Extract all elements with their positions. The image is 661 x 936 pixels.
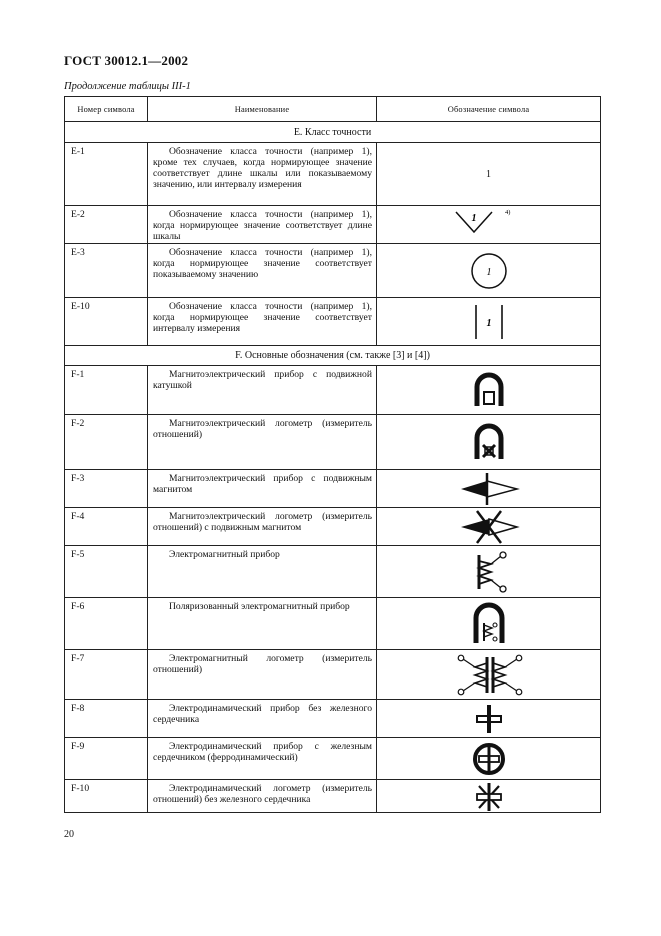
symbol-number: F-2 (65, 415, 148, 470)
moving-coil-icon (377, 366, 601, 415)
table-row (65, 244, 601, 298)
footnote-ref: 4) (504, 208, 510, 216)
symbol-name: Электродинамический прибор с железным сердечником (ферродинамический) (148, 738, 377, 780)
document-header: ГОСТ 30012.1—2002 (64, 53, 189, 68)
section-title-f: F. Основные обозначения (см. также [3] и [4]) (65, 346, 601, 366)
symbol-name: Обозначение класса точности (например 1), кроме тех случаев, когда нормирующее значение соответствует длине шкалы или показываемому значению, или интервалу измерения (148, 143, 377, 206)
table-caption: Продолжение таблицы III-1 (64, 81, 191, 92)
svg-text:1: 1 (471, 212, 476, 224)
moving-magnet-ratiometer-icon (377, 508, 601, 546)
svg-text:1: 1 (486, 266, 491, 278)
electrodynamic-icon (377, 700, 601, 738)
symbol-number: F-5 (65, 546, 148, 598)
symbol-number: F-10 (65, 780, 148, 813)
table-row (65, 546, 601, 598)
symbol-name: Обозначение класса точности (например 1), когда нормирующее значение соответствует показываемому значению (148, 244, 377, 298)
table-header-row (65, 97, 601, 122)
symbol-number: E-10 (65, 298, 148, 346)
symbol-number: E-1 (65, 143, 148, 206)
symbol-number: F-1 (65, 366, 148, 415)
symbol-name: Поляризованный электромагнитный прибор (148, 598, 377, 650)
section-row-f (65, 346, 601, 366)
table-row (65, 298, 601, 346)
symbol-name: Магнитоэлектрический логометр (измеритель отношений) с подвижным магнитом (148, 508, 377, 546)
column-header-number: Номер символа (65, 97, 148, 122)
table-row (65, 508, 601, 546)
section-title-e: E. Класс точности (65, 122, 601, 143)
symbol-number: F-8 (65, 700, 148, 738)
table-row (65, 470, 601, 508)
symbol-name: Магнитоэлектрический логометр (измеритель отношений) (148, 415, 377, 470)
section-row-e (65, 122, 601, 143)
moving-coil-ratiometer-icon (377, 415, 601, 470)
table-row (65, 738, 601, 780)
symbol-name: Электродинамический прибор без железного сердечника (148, 700, 377, 738)
moving-iron-ratiometer-icon (377, 650, 601, 700)
page-number: 20 (64, 829, 74, 840)
symbol-number: F-3 (65, 470, 148, 508)
accuracy-class-interval-icon (377, 298, 601, 346)
accuracy-class-plain-icon: 1 (377, 143, 601, 206)
table-row (65, 366, 601, 415)
electrodynamic-ratiometer-icon (377, 780, 601, 813)
column-header-symbol: Обозначение символа (377, 97, 601, 122)
symbol-name: Обозначение класса точности (например 1), когда нормирующее значение соответствует длине шкалы (148, 206, 377, 244)
table-row (65, 415, 601, 470)
moving-magnet-icon (377, 470, 601, 508)
table-row (65, 780, 601, 813)
column-header-name: Наименование (148, 97, 377, 122)
symbol-name: Магнитоэлектрический прибор с подвижной катушкой (148, 366, 377, 415)
table-row (65, 650, 601, 700)
symbol-name: Магнитоэлектрический прибор с подвижным магнитом (148, 470, 377, 508)
table-row (65, 700, 601, 738)
polarized-moving-iron-icon (377, 598, 601, 650)
symbol-name: Электромагнитный прибор (148, 546, 377, 598)
table-row (65, 206, 601, 244)
ferrodynamic-icon (377, 738, 601, 780)
symbols-table (64, 96, 601, 813)
symbol-number: E-3 (65, 244, 148, 298)
symbol-number: F-7 (65, 650, 148, 700)
table-row (65, 598, 601, 650)
svg-text:1: 1 (486, 317, 491, 329)
moving-iron-icon (377, 546, 601, 598)
accuracy-class-indicated-value-icon (377, 244, 601, 298)
symbol-name: Электромагнитный логометр (измеритель отношений) (148, 650, 377, 700)
symbol-number: E-2 (65, 206, 148, 244)
symbol-name: Электродинамический логометр (измеритель отношений) без железного сердечника (148, 780, 377, 813)
symbol-number: F-9 (65, 738, 148, 780)
accuracy-class-scale-length-icon (377, 206, 601, 244)
table-row (65, 143, 601, 206)
symbol-number: F-6 (65, 598, 148, 650)
symbol-number: F-4 (65, 508, 148, 546)
symbol-name: Обозначение класса точности (например 1), когда нормирующее значение соответствует интервалу измерения (148, 298, 377, 346)
